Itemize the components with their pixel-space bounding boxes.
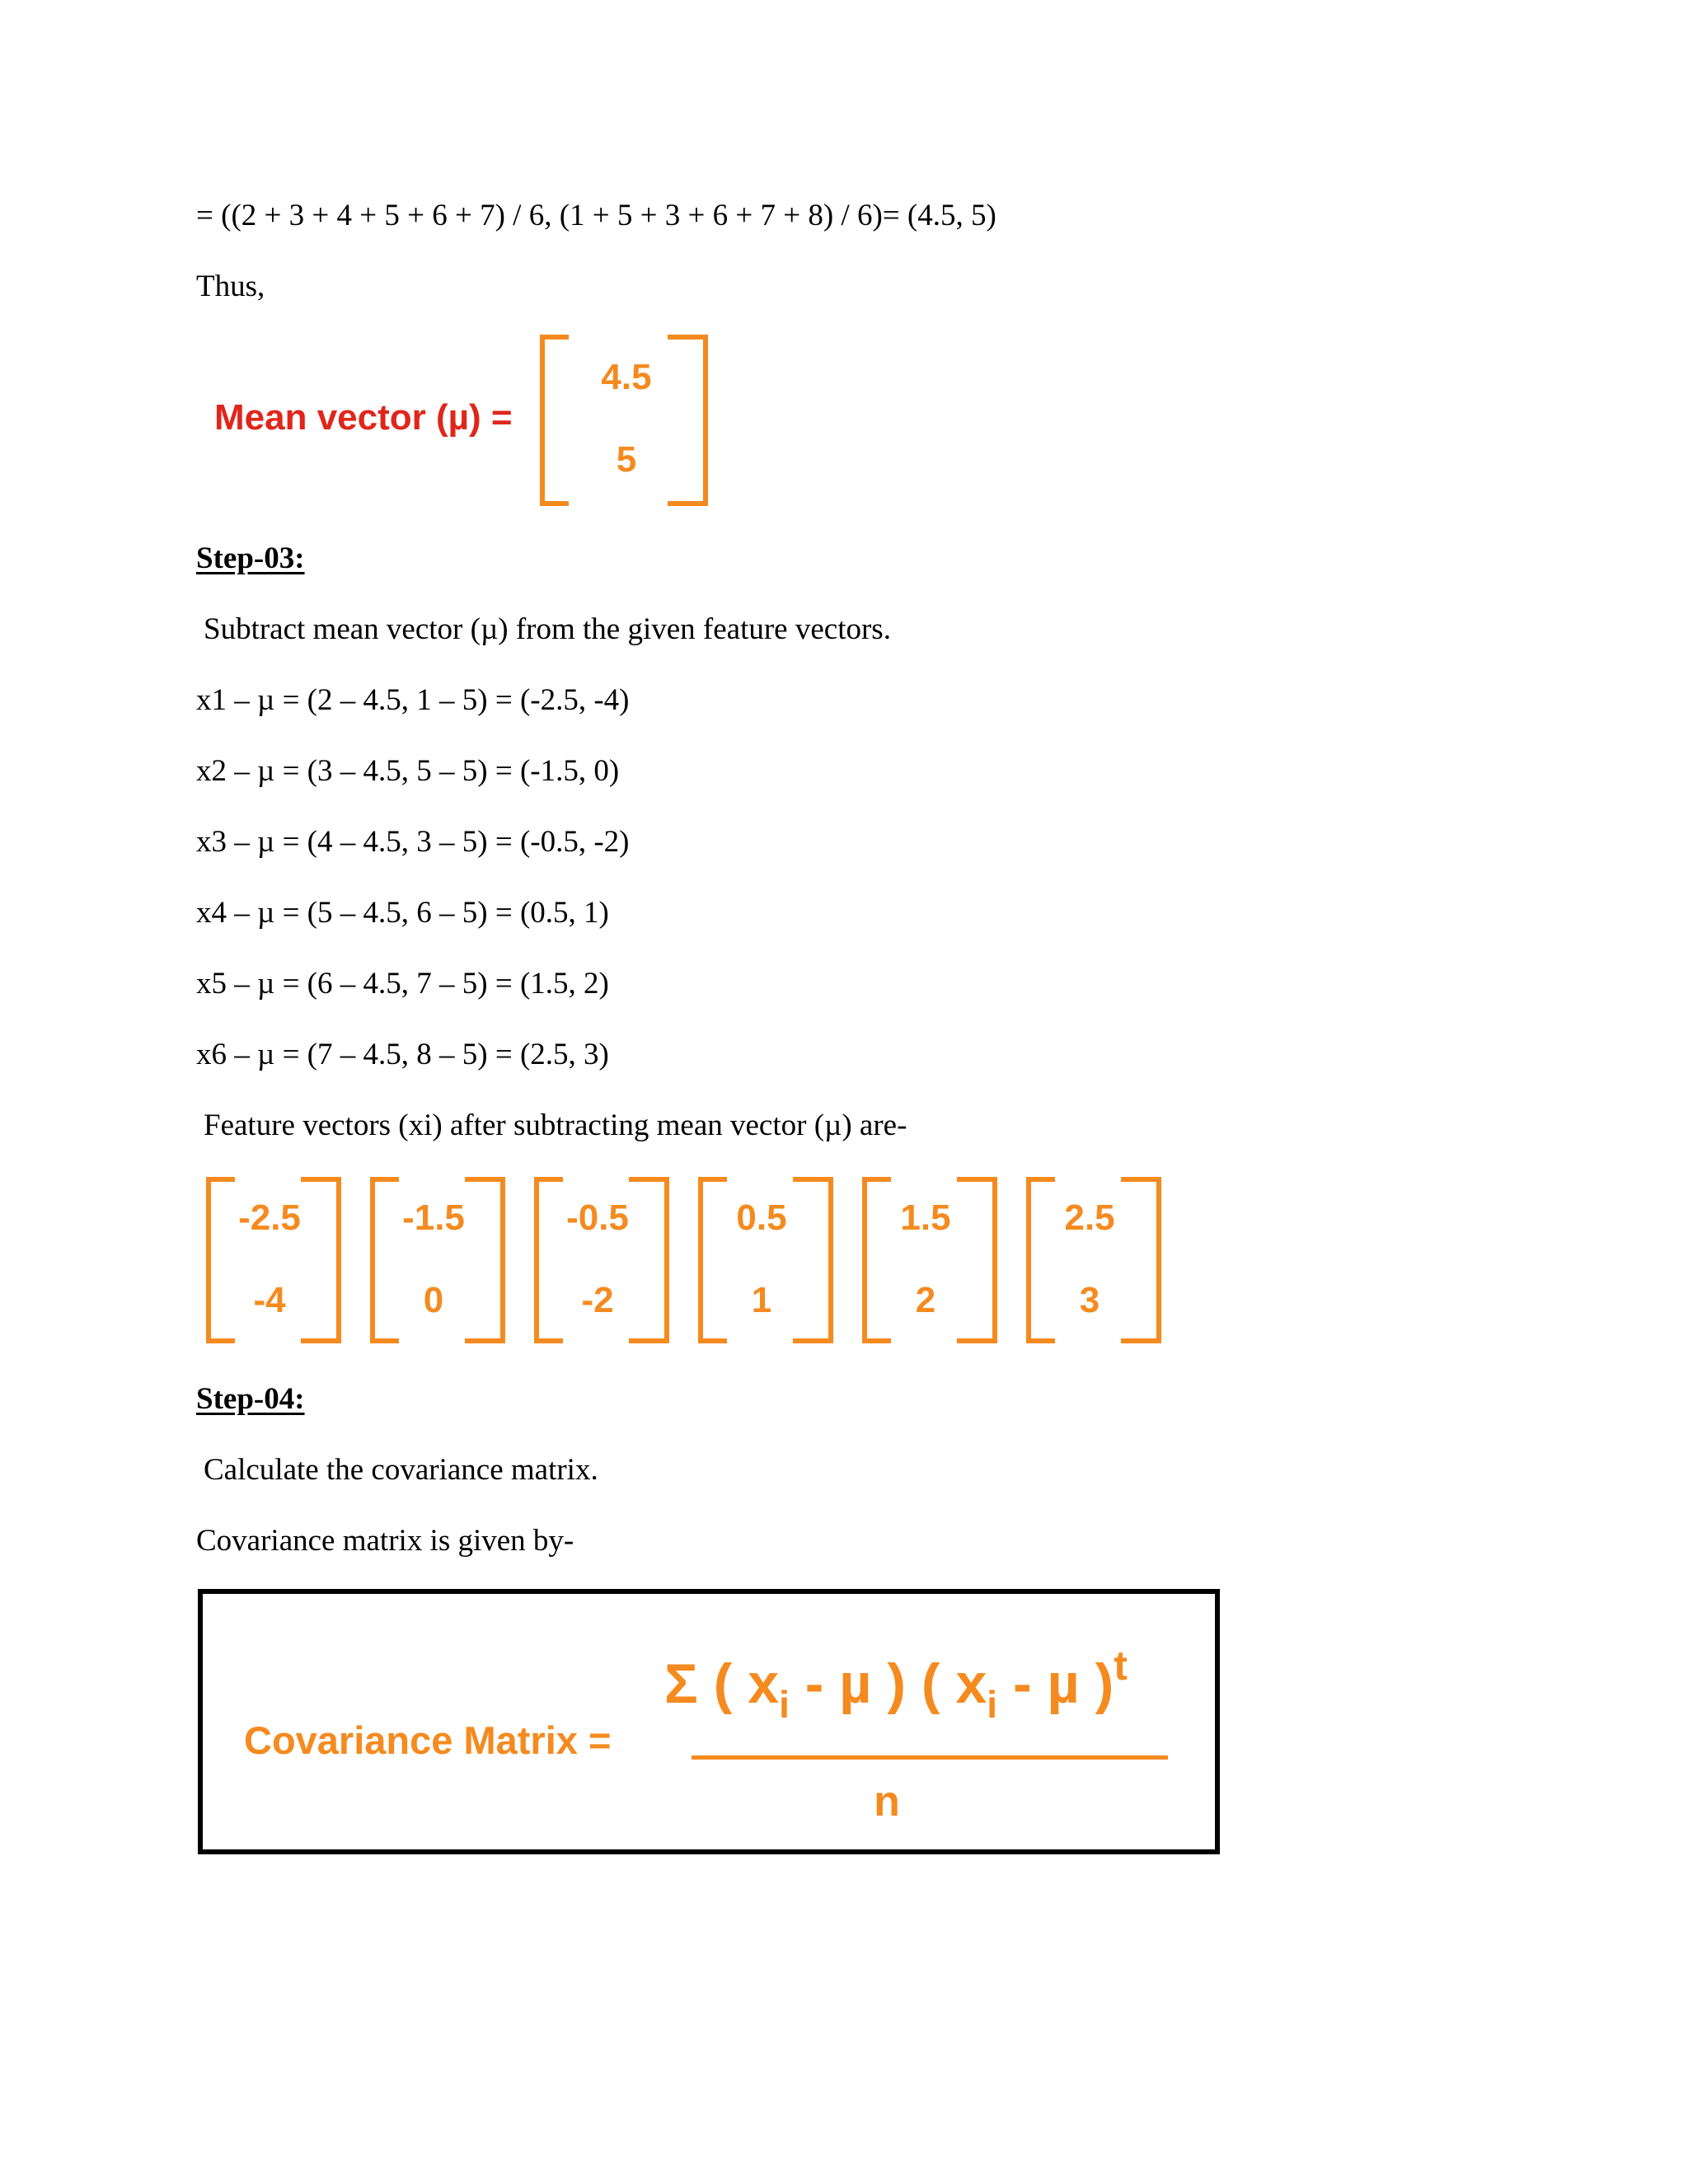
vector-bottom-value: -2 <box>581 1280 614 1320</box>
mean-vector-label: Mean vector (µ) = <box>214 397 513 438</box>
formula-numerator <box>664 1642 1128 1727</box>
covariance-given-text: Covariance matrix is given by- <box>196 1524 574 1558</box>
mean-vector-value-1: 4.5 <box>601 357 652 397</box>
subtraction-line-2: x2 – µ = (3 – 4.5, 5 – 5) = (-1.5, 0) <box>196 754 620 788</box>
step-03-heading: Step-03: <box>196 541 305 575</box>
vector-bottom-value: 3 <box>1079 1280 1100 1320</box>
vector-top-value: -2.5 <box>238 1197 301 1238</box>
superscript-t: t <box>1114 1643 1128 1689</box>
covariance-matrix-label: Covariance Matrix = <box>244 1718 612 1762</box>
vector-top-value: -1.5 <box>402 1197 465 1238</box>
feature-vectors-description: Feature vectors (xi) after subtracting mean vector (µ) are- <box>204 1108 907 1142</box>
vector-bottom-value: 1 <box>751 1280 772 1320</box>
vector-top-value: 0.5 <box>736 1197 787 1238</box>
step-04-heading: Step-04: <box>196 1382 305 1416</box>
subscript-i: i <box>987 1683 998 1726</box>
mean-vector-value-2: 5 <box>616 439 637 480</box>
subscript-i: i <box>779 1683 790 1726</box>
mean-calculation: = ((2 + 3 + 4 + 5 + 6 + 7) / 6, (1 + 5 + 3 + 6 + 7 + 8) / 6)= (4.5, 5) <box>196 199 996 232</box>
subtraction-line-5: x5 – µ = (6 – 4.5, 7 – 5) = (1.5, 2) <box>196 967 609 1001</box>
vector-bottom-value: 2 <box>915 1280 936 1320</box>
term-open: ( x <box>921 1652 987 1715</box>
step-04-description: Calculate the covariance matrix. <box>204 1453 598 1487</box>
formula-denominator: n <box>874 1778 900 1825</box>
vector-top-value: -0.5 <box>566 1197 629 1238</box>
term-open: ( x <box>713 1652 780 1715</box>
term-close: - µ ) <box>997 1652 1114 1715</box>
vector-bottom-value: 0 <box>423 1280 444 1320</box>
vector-top-value: 1.5 <box>900 1197 951 1238</box>
vector-bottom-value: -4 <box>253 1280 286 1320</box>
subtraction-line-6: x6 – µ = (7 – 4.5, 8 – 5) = (2.5, 3) <box>196 1038 609 1071</box>
subtraction-line-3: x3 – µ = (4 – 4.5, 3 – 5) = (-0.5, -2) <box>196 825 630 859</box>
covariance-formula-box <box>198 1589 1220 1854</box>
subtraction-line-4: x4 – µ = (5 – 4.5, 6 – 5) = (0.5, 1) <box>196 896 609 930</box>
term-close: - µ ) <box>789 1652 907 1715</box>
vector-top-value: 2.5 <box>1064 1197 1115 1238</box>
fraction-bar <box>692 1755 1168 1760</box>
subtraction-line-1: x1 – µ = (2 – 4.5, 1 – 5) = (-2.5, -4) <box>196 683 630 717</box>
step-03-description: Subtract mean vector (µ) from the given feature vectors. <box>204 612 891 646</box>
sigma-symbol: Σ <box>664 1652 698 1715</box>
thus-text: Thus, <box>196 269 265 303</box>
